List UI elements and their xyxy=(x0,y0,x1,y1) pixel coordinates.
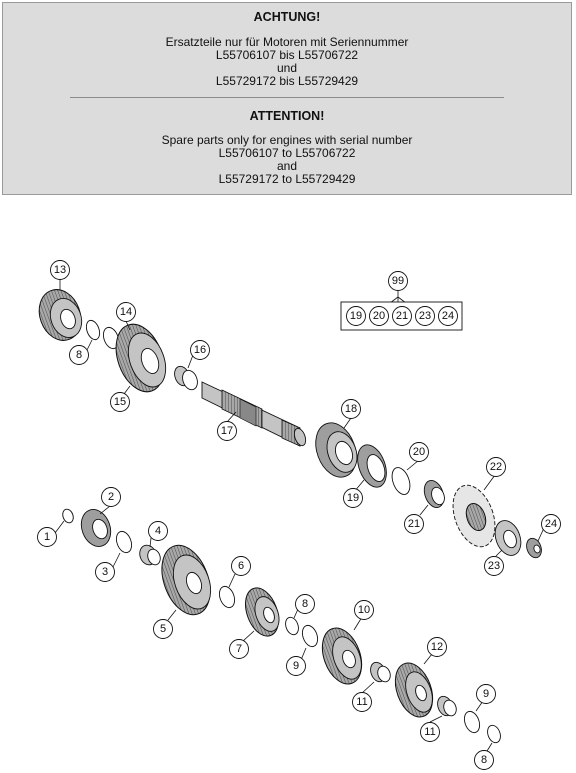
callout-7: 7 xyxy=(235,643,243,655)
part-9-washer xyxy=(300,623,321,648)
kit-item-4: 23 xyxy=(418,310,432,322)
callout-9b: 9 xyxy=(482,688,490,700)
part-15-gear xyxy=(107,318,172,399)
callout-3: 3 xyxy=(101,566,109,578)
callout-8: 8 xyxy=(75,349,83,361)
kit-item-1: 19 xyxy=(349,310,363,322)
callout-5: 5 xyxy=(159,623,167,635)
part-8-circlip-lower xyxy=(283,615,300,636)
callout-4: 4 xyxy=(154,525,162,537)
callout-18: 18 xyxy=(344,403,358,415)
callout-17: 17 xyxy=(220,425,234,437)
callout-8b: 8 xyxy=(301,598,309,610)
part-3-washer xyxy=(114,529,135,554)
notice-en-line2: L55706107 to L55706722 xyxy=(218,146,356,160)
callout-21: 21 xyxy=(407,518,421,530)
part-2-bearing xyxy=(76,505,115,550)
callout-15: 15 xyxy=(113,396,127,408)
kit-item-2: 20 xyxy=(372,310,386,322)
part-9-washer-2 xyxy=(462,709,483,734)
callout-11b: 11 xyxy=(424,726,436,738)
callout-12: 12 xyxy=(430,641,444,653)
notice-en-title: ATTENTION! xyxy=(249,109,325,123)
part-13-shift-gear xyxy=(32,284,87,347)
part-5-gear xyxy=(153,539,219,622)
notice-en-line4: L55729172 to L55729429 xyxy=(218,172,356,186)
callout-13: 13 xyxy=(53,264,67,276)
callout-22: 22 xyxy=(489,461,503,473)
callout-10: 10 xyxy=(357,604,371,616)
notice-de-line3: und xyxy=(276,61,298,75)
callout-14: 14 xyxy=(119,306,133,318)
part-22-sprocket xyxy=(445,479,503,552)
callout-8c: 8 xyxy=(480,754,488,766)
part-12-gear xyxy=(388,658,439,722)
part-19-shaft-seal xyxy=(352,441,391,491)
kit-item-5: 24 xyxy=(441,310,455,322)
part-21-spacer xyxy=(421,478,447,510)
callout-16: 16 xyxy=(193,344,207,356)
part-24-nut xyxy=(524,536,544,560)
part-16-needle-bearing xyxy=(172,364,200,392)
part-11-needle-bearing-2 xyxy=(435,694,458,718)
callout-99: 99 xyxy=(391,275,405,287)
callout-24: 24 xyxy=(544,518,558,530)
callout-6: 6 xyxy=(237,560,245,572)
part-8-circlip xyxy=(84,319,102,342)
callout-11: 11 xyxy=(356,696,368,708)
part-18-ball-bearing xyxy=(309,417,364,483)
notice-de-line1: Ersatzteile nur für Motoren mit Seriennummer xyxy=(165,35,409,49)
callout-2: 2 xyxy=(107,491,115,503)
part-6-washer xyxy=(217,584,238,609)
part-23-lock-washer xyxy=(491,517,526,559)
notice-de-title: ACHTUNG! xyxy=(253,10,321,24)
notice-en-line3: and xyxy=(276,159,298,173)
notice-de-line2: L55706107 bis L55706722 xyxy=(215,48,359,62)
callout-23: 23 xyxy=(487,560,501,572)
part-11-needle-bearing xyxy=(368,660,392,684)
part-8-circlip-2 xyxy=(485,723,502,744)
callout-1: 1 xyxy=(43,531,51,543)
kit-item-3: 21 xyxy=(395,310,409,322)
notice-en-line1: Spare parts only for engines with serial number xyxy=(161,133,413,147)
part-20-o-ring xyxy=(389,465,414,497)
part-7-shift-gear xyxy=(239,583,284,640)
part-17-main-shaft xyxy=(202,382,308,447)
callout-19: 19 xyxy=(346,492,360,504)
notice-de-line4: L55729172 bis L55729429 xyxy=(215,74,359,88)
callout-20: 20 xyxy=(412,446,426,458)
part-10-gear xyxy=(315,623,369,690)
callout-9: 9 xyxy=(292,660,300,672)
